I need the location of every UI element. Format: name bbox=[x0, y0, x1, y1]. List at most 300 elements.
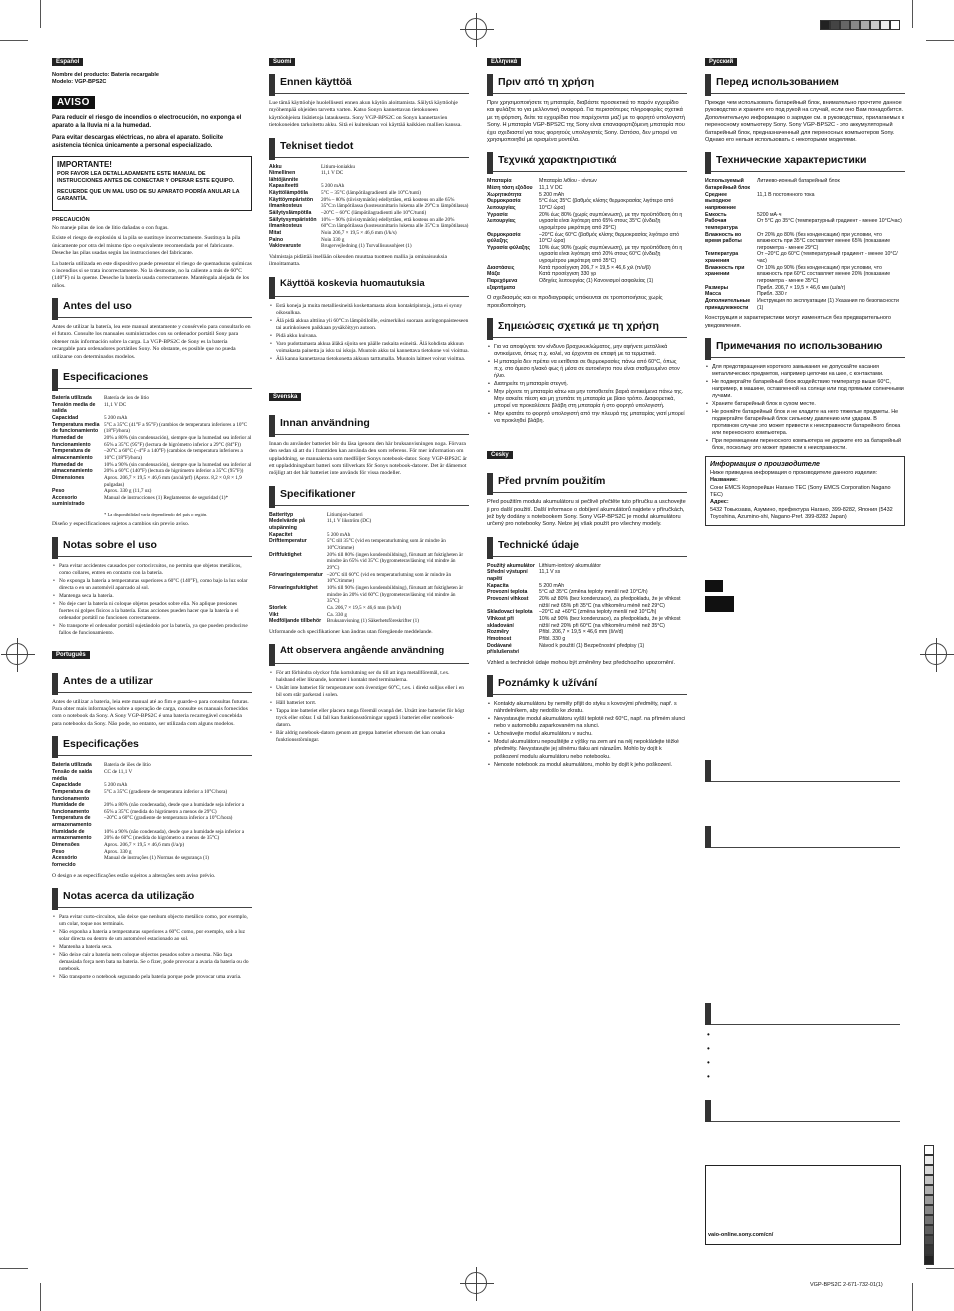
spec-label: Θερμοκρασία φύλαξης bbox=[487, 231, 521, 245]
spec-label: Используемый батарейный блок bbox=[705, 178, 751, 191]
spec-label: Kapasiteetti bbox=[269, 183, 299, 190]
spec-value: Прибл. 330 г bbox=[757, 291, 788, 298]
heading-text: Před prvním použitím bbox=[498, 475, 606, 488]
spec-row bbox=[487, 609, 687, 616]
manufacturer-info-box bbox=[705, 456, 905, 525]
spec-value: Lithium-iontový akumulátor bbox=[539, 562, 601, 569]
usage-note: • Не роняйте батарейный блок и не кладите на него тяжелые предметы. Не подвергайте батарейный блок сильному давлению или ударам. В противном случае это может привести к неисправности батарейного блока или переносного компьютера. bbox=[705, 409, 905, 437]
spec-value: 10% a 90% (sin condensación), siempre que la humedad sea inferior al 20% a 60°C (140°F) (lectura de higrómetro inferior a 35°C (95°F)) bbox=[104, 461, 252, 475]
usage-note: • No transporte el ordenador portátil sujetándolo por la batería, ya que pueden producirse fallos de funcionamiento. bbox=[52, 623, 252, 637]
spec-value: 20% έως 80% (χωρίς συμπύκνωση), με την προϋπόθεση ότι η υγρασία είναι λιγότερη από 65% στους 35°C (ένδειξη υγρομέτρου μικρότερη από 29°C) bbox=[539, 211, 683, 231]
usage-note: • Η μπαταρία δεν πρέπει να εκτίθεται σε θερμοκρασίες πάνω από 60°C, όπως π.χ. στο άμεσο ηλιακό φως ή μέσα σε αυτοκίνητο που είναι σταθμευμένο στον ήλιο. bbox=[487, 359, 687, 380]
spec-label: Batería utilizada bbox=[52, 394, 92, 401]
manufacturer-line: 5432 Токьюзава, Азумино, префектура Нагано, 399-8282, Япония (5432 Toyoshina, Azumino-shi, Nagano-Pref. 399-8282 Japan) bbox=[710, 506, 893, 521]
usage-note: • Para evitar accidentes causados por cortocircuitos, no permita que objetos metálicos, como collares, entren en contacto con la batería. bbox=[52, 563, 252, 577]
spec-label: Μάζα bbox=[487, 271, 500, 278]
spec-row bbox=[269, 164, 469, 171]
usage-note: • Varo pudottamasta akkua äläkä sijoita sen päälle raskaita esineitä. Älä kohdista akkuun voimakasta painetta ja isku tai iskuja. Muutoin akku tai kannettava tietokone voi vioittua. bbox=[269, 341, 469, 355]
section-body: Antes de utilizar la batería, lea este manual atentamente y consérvelo para consultarlo en el futuro. Consulte los manuales suministrados con su ordenador portátil Sony para obtener más información sobre la carga. La VGP-BPS2C de Sony es la batería recargable para ordenadores portátiles Sony. No obstante, es posible que no pueda utilizarse con determinados modelos. bbox=[52, 324, 251, 360]
usage-note: • No exponga la batería a temperaturas superiores a 60°C (140°F), como bajo la luz solar directa o en un automóvil aparcado al sol. bbox=[52, 578, 252, 592]
spec-row bbox=[487, 198, 687, 211]
specs-disclaimer: O design e as especificações estão sujeitos a alterações sem aviso prévio. bbox=[52, 872, 216, 879]
section-heading bbox=[487, 318, 687, 338]
empty-heading-bar bbox=[705, 826, 900, 848]
crop-mark bbox=[926, 1268, 954, 1269]
spec-label: Влажность при хранении bbox=[705, 264, 745, 278]
crop-mark bbox=[40, 1283, 41, 1311]
section-heading bbox=[269, 277, 469, 297]
section-heading bbox=[487, 537, 687, 557]
crop-mark bbox=[912, 0, 913, 28]
usage-note: • Μην κρατάτε το φορητό υπολογιστή από την πλευρά της μπαταρίας γιατί μπορεί να προκληθεί βλάβη. bbox=[487, 411, 687, 425]
spec-row bbox=[487, 232, 687, 245]
crop-mark bbox=[0, 1268, 28, 1269]
crop-mark bbox=[912, 1283, 913, 1311]
spec-value: Noin 206,7 × 19,5 × 46,6 mm (l/k/s) bbox=[321, 230, 397, 237]
registration-mark-icon bbox=[925, 643, 947, 665]
registration-mark-icon bbox=[6, 643, 28, 665]
section-heading bbox=[52, 673, 252, 693]
section-heading bbox=[487, 473, 687, 493]
spec-row bbox=[52, 855, 252, 868]
usage-notes-list bbox=[487, 701, 687, 768]
section-heading bbox=[269, 138, 469, 158]
spec-row bbox=[52, 462, 252, 475]
manufacturer-lines bbox=[710, 470, 900, 522]
usage-note: • При перемещении переносного компьютера не держите его за батарейный блок, поскольку это может привести к неисправности. bbox=[705, 438, 905, 452]
spec-label: Μέση τάση εξόδου bbox=[487, 184, 533, 191]
heading-text: Specifikationer bbox=[280, 487, 356, 500]
spec-value: –20°C a 60°C (gradiente de temperatura inferior a 10°C/hora) bbox=[104, 815, 233, 822]
usage-note: • Храните батарейный блок в сухом месте. bbox=[705, 401, 905, 408]
crop-mark bbox=[40, 0, 41, 28]
usage-note: • Μην ρίχνετε τη μπαταρία κάτω και μην τοποθετείτε βαριά αντικείμενα πάνω της. Μην ασκείτε πίεση και μη χτυπάτε τη μπαταρία με βίαιο τρόπο. Διαφορετικά, μπορεί να προκαλέσετε βλάβη στη μπαταρία ή στο φορητό υπολογιστή. bbox=[487, 389, 687, 410]
section-heading bbox=[269, 486, 469, 506]
empty-heading-bar bbox=[705, 1003, 900, 1025]
spec-value: Návod k použití (1) Bezpečnostní předpisy (1) bbox=[539, 642, 645, 649]
spec-label: Среднее выходное напряжение bbox=[705, 191, 736, 211]
empty-bullet: • bbox=[707, 1072, 710, 1081]
heading-text: Σημειώσεις σχετικά με τη χρήση bbox=[498, 320, 659, 333]
usage-note: • Nenoste notebook za modul akumulátoru, mohlo by dojít k jeho poškození. bbox=[487, 762, 687, 769]
empty-bullet: • bbox=[707, 1030, 710, 1039]
column-fi-sv bbox=[269, 50, 469, 748]
usage-note: • Não exponha a bateria a temperaturas superiores a 60°C como, por exemplo, sob a luz solar directa ou dentro de um automóvel estacionado ao sol. bbox=[52, 929, 252, 943]
heading-text: Technické údaje bbox=[498, 538, 579, 551]
spec-row bbox=[269, 585, 469, 605]
spec-value: 11,1 V likström (DC) bbox=[326, 518, 372, 525]
spec-row bbox=[487, 185, 687, 192]
section-body: Прежде чем использовать батарейный блок, внимательно прочтите данное руководство и храните его под рукой на случай, если оно Вам понадобится. Дополнительную информацию о зарядке см. в руководствах, прилагаемых к переносному компьютеру Sony. Sony VGP-BPS2C - это аккумуляторный батарейный блок, предназначенный для переносных компьютеров Sony. Однако его нельзя использовать с некоторыми моделями. bbox=[705, 100, 905, 143]
usage-note: • Estä koneja ja muita metalliesineitä koskettamasta akun kontaktipintoja, jotta ei synny oikosulkua. bbox=[269, 303, 469, 317]
spec-row bbox=[52, 815, 252, 828]
color-swatch bbox=[860, 20, 870, 30]
spec-row bbox=[52, 475, 252, 488]
spec-label: Peso bbox=[52, 488, 65, 495]
spec-label: Použitý akumulátor bbox=[487, 562, 535, 569]
spec-label: Säilytysympäristön ilmankosteus bbox=[269, 216, 317, 230]
section-heading bbox=[52, 298, 252, 318]
spec-row bbox=[705, 178, 905, 191]
spec-label: Θερμοκρασία λειτουργίας bbox=[487, 198, 521, 211]
spec-label: Drifttemperatur bbox=[269, 538, 307, 545]
spec-row bbox=[269, 210, 469, 217]
spec-label: Provozní vlhkost bbox=[487, 596, 529, 603]
spec-label: Kapacitet bbox=[269, 531, 293, 538]
heading-text: Πριν από τη χρήση bbox=[498, 76, 595, 88]
spec-label: Humedad de funcionamiento bbox=[52, 434, 91, 448]
spec-row bbox=[269, 230, 469, 237]
spec-row bbox=[487, 589, 687, 596]
spec-row bbox=[269, 552, 469, 572]
spec-value: 11,1 V ss bbox=[539, 569, 561, 576]
gray-swatch bbox=[924, 1215, 934, 1225]
spec-value: –20°C – 60°C (lämpötilagradientti alle 10°C/tunti) bbox=[321, 210, 427, 217]
usage-note: • Mantenga seca la batería. bbox=[52, 593, 252, 600]
spec-row bbox=[269, 605, 469, 612]
spec-row bbox=[269, 170, 469, 183]
spec-row bbox=[269, 243, 469, 250]
spec-value: Aprox. 330 g bbox=[104, 848, 132, 855]
spec-value: Μπαταρία λιθίου - ιόντων bbox=[539, 178, 597, 185]
spec-row bbox=[487, 245, 687, 265]
heading-text: Käyttöä koskevia huomautuksia bbox=[280, 277, 425, 289]
empty-bullet: • bbox=[707, 1058, 710, 1067]
gray-swatch bbox=[924, 1255, 934, 1265]
lang-tag-el: Ελληνικά bbox=[487, 58, 521, 66]
spec-row bbox=[705, 218, 905, 231]
black-block bbox=[705, 580, 723, 592]
spec-value: Přibl. 206,7 × 19,5 × 46,6 mm (š/v/d) bbox=[539, 629, 624, 636]
gray-swatch bbox=[924, 1235, 934, 1245]
spec-row bbox=[487, 643, 687, 656]
heading-text: Poznámky k užívání bbox=[498, 677, 598, 690]
caution-text-2: Existe el riesgo de explosión si la pila se sustituye incorrectamente. Sustituya la pila únicamente por otra del mismo tipo o equivalente recomendada por el fabricante. Deseche las pilas usadas según las instrucciones del fabricante. bbox=[52, 235, 241, 257]
spec-row bbox=[52, 435, 252, 448]
spec-label: Υγρασία φύλαξης bbox=[487, 244, 531, 251]
spec-value: Manual de instrucciones (1) Reglamentos de seguridad (1)* bbox=[104, 494, 229, 501]
spec-label: Humedad de almacenamiento bbox=[52, 461, 93, 475]
spec-label: Rozměry bbox=[487, 629, 509, 636]
website-url: vaio-online.sony.com/cn/ bbox=[708, 1232, 774, 1238]
spec-label: Förvaringstemperatur bbox=[269, 571, 323, 578]
spec-value: 10% till 90% (ingen kondensbildning), förutsatt att fuktigheten är mindre än 20% vid 60°C (hygrometeravläsning vid mindre än 35°C) bbox=[326, 585, 464, 605]
specs-table bbox=[487, 178, 687, 291]
usage-note: • Nevystavujte modul akumulátoru vyšší teplotě než 60°C, např. na přímém slunci nebo v automobilu zaparkovaném na slunci. bbox=[487, 716, 687, 730]
spec-label: Рабочая температура bbox=[705, 218, 738, 231]
section-heading bbox=[487, 74, 687, 94]
warning-text-1: Para reducir el riesgo de incendios o electrocución, no exponga el aparato a la lluvia ni a la humedad. bbox=[52, 114, 242, 129]
crop-mark bbox=[926, 40, 954, 41]
spec-row bbox=[269, 572, 469, 585]
spec-label: Χωρητικότητα bbox=[487, 191, 522, 198]
gray-swatch bbox=[924, 1155, 934, 1165]
model-name: Modelo: VGP-BPS2C bbox=[52, 79, 107, 86]
usage-note: • Bär aldrig notebook-datorn genom att greppa batteriet eftersom det kan orsaka funktionsstörningar. bbox=[269, 730, 469, 744]
specs-disclaimer: Ο σχεδιασμός και οι προδιαγραφές υπόκεινται σε τροποποιήσεις χωρίς προειδοποίηση. bbox=[487, 295, 663, 309]
spec-row bbox=[52, 802, 252, 815]
spec-value: 5°C till 35°C (vid en temperaturlutning som är mindre än 10°C/timme) bbox=[326, 538, 446, 552]
section-body: Antes de utilizar a bateria, leia este manual até ao fim e guarde-o para consultas futuras. Para obter mais informações sobre a operação de carga, consulte os manuais fornecidos com o notebook da Sony. A Sony VGP-BPS2C é uma bateria recarregável concebida para notebooks da Sony. Não pode, no entanto, ser utilizada com alguns modelos. bbox=[52, 698, 249, 727]
color-swatch bbox=[870, 20, 880, 30]
gray-swatch bbox=[924, 1185, 934, 1195]
specs-footnote: * La disponibilidad varía dependiendo del país o región. bbox=[104, 512, 208, 518]
spec-label: Medelvärde på utspänning bbox=[269, 518, 306, 532]
spec-label: Skladovací teplota bbox=[487, 609, 533, 616]
spec-row bbox=[705, 285, 905, 292]
color-swatch bbox=[840, 20, 850, 30]
heading-text: Innan användning bbox=[280, 416, 370, 429]
specs-disclaimer: Vzhled a technické údaje mohou být změněny bez předchozího upozornění. bbox=[487, 660, 676, 667]
heading-text: Технические характеристики bbox=[716, 154, 867, 167]
spec-value: 5 200 mAh bbox=[104, 414, 128, 421]
spec-value: 11,1 В постоянного тока bbox=[757, 191, 815, 198]
specs-table bbox=[487, 563, 687, 656]
spec-row bbox=[705, 192, 905, 212]
spec-label: Μπαταρία bbox=[487, 178, 512, 185]
spec-row bbox=[487, 596, 687, 609]
spec-value: Κατά προσέγγιση 330 γρ bbox=[539, 271, 597, 278]
spec-value: 20% a 80% (sin condensación), siempre que la humedad sea inferior al 65% a 35°C (95°F) (lectura de higrómetro inferior a 29°C (84°F)) bbox=[104, 434, 252, 448]
spec-label: Kapacita bbox=[487, 582, 509, 589]
usage-note: • Håll batteriet torrt. bbox=[269, 700, 469, 707]
lang-tag-cs: Česky bbox=[487, 451, 513, 459]
spec-label: Dodávané příslušenství bbox=[487, 642, 520, 656]
manufacturer-title: Информация о производителе bbox=[710, 461, 820, 469]
spec-row bbox=[269, 190, 469, 197]
registration-mark-icon bbox=[465, 18, 487, 40]
column-ru bbox=[705, 50, 905, 526]
column-el-cs bbox=[487, 50, 687, 773]
spec-label: Dimensiones bbox=[52, 474, 85, 481]
spec-value: Bruksanvisning (1) Säkerhetsföreskrifter (1) bbox=[326, 618, 419, 625]
spec-row bbox=[52, 789, 252, 802]
spec-value: 5200 мА·ч bbox=[757, 211, 782, 218]
caution-text-3: La batería utilizada en este dispositivo puede presentar el riesgo de quemaduras químicas o incendios si se trata incorrectamente. No la desmonte, no la caliente a más de 60°C (140°F) ni la queme. Deseche la batería usada correctamente. Manténgala alejada de los niños. bbox=[52, 260, 252, 289]
spec-row bbox=[705, 232, 905, 252]
specs-disclaimer: Utformande och specifikationer kan ändras utan föregående meddelande. bbox=[269, 628, 433, 635]
spec-label: Storlek bbox=[269, 604, 287, 611]
spec-label: Driftfuktighet bbox=[269, 551, 302, 558]
specs-table bbox=[52, 395, 252, 508]
usage-note: • Älä pidä akkua alttiina yli 60°C:n lämpötiloille, esimerkiksi suoraan auringonpaisteeseen tai aurinkoiseen paikkaan pysäköityyn autoon. bbox=[269, 318, 469, 332]
spec-value: 5 200 mAh bbox=[326, 531, 351, 538]
heading-text: Примечания по использованию bbox=[716, 340, 883, 353]
spec-value: Batería de ion de litio bbox=[104, 394, 149, 401]
spec-label: Käyttölämpötila bbox=[269, 190, 308, 197]
usage-note: • Mantenha a bateria seca. bbox=[52, 944, 252, 951]
specs-table bbox=[705, 178, 905, 311]
heading-text: Antes del uso bbox=[63, 300, 132, 313]
usage-note: • Não deixe cair a bateria nem coloque objectos pesados sobre a mesma. Não faça demasiada força nem bata na bateria. Se o fizer, pode provocar a avaria da bateria ou do notebook. bbox=[52, 952, 252, 973]
spec-value: Прибл. 206,7 × 19,5 × 46,6 мм (ш/в/г) bbox=[757, 284, 846, 291]
heading-text: Antes de a utilizar bbox=[63, 674, 153, 687]
spec-value: 20% až 80% (bez kondenzace), za předpokladu, že je vlhkost nižší než 65% při 35°C (na vlhkoměru méně než 29°C) bbox=[539, 596, 681, 609]
specs-table bbox=[52, 762, 252, 869]
spec-value: Brugervejledning (1) Turvallisuusohjeet (1) bbox=[321, 243, 412, 250]
color-swatch bbox=[850, 20, 860, 30]
spec-row bbox=[487, 583, 687, 590]
heading-text: Перед использованием bbox=[716, 76, 839, 88]
usage-notes-list bbox=[487, 344, 687, 425]
spec-value: 11,1 V DC bbox=[321, 170, 344, 177]
spec-row bbox=[52, 495, 252, 508]
manufacturer-line: Адрес: bbox=[710, 499, 729, 506]
spec-value: 11,1 V DC bbox=[539, 184, 563, 191]
spec-value: От 10% до 90% (без конденсации) при условии, что влажность при 60°C составляет менее 20% (показание гигрометра - менее 35°C) bbox=[757, 264, 891, 285]
spec-row bbox=[705, 265, 905, 285]
color-swatch bbox=[820, 20, 830, 30]
section-heading bbox=[52, 369, 252, 389]
spec-value: CC de 11,1 V bbox=[104, 768, 133, 775]
section-body: Πριν χρησιμοποιήσετε τη μπαταρία, διαβάστε προσεκτικά το παρόν εγχειρίδιο και φυλάξτε το για μελλοντική αναφορά. Για περισσότερες πληροφορίες σχετικά με τη φόρτιση, δείτε τα εγχειρίδια που παρέχονται μαζί με το φορητό υπολογιστή Sony. Η μπαταρία VGP-BPS2C της Sony είναι επαναφορτιζόμενη μπαταρία που έχει σχεδιαστεί για τους φορητούς υπολογιστές Sony. Ωστόσο, δεν μπορεί να χρησιμοποιηθεί με ορισμένα μοντέλα. bbox=[487, 100, 685, 143]
usage-note: • Älä kanna kannettavaa tietokonetta akkuun tarttumalla. Muutoin laitteet voivat vioittua. bbox=[269, 356, 469, 363]
spec-value: 20% till 80% (ingen kondensbildning), förutsatt att fuktigheten är mindre än 65% vid 35°C (hygrometeravläsning vid mindre än 29°C) bbox=[326, 551, 464, 572]
spec-value: Литиево-ионный батарейный блок bbox=[757, 178, 840, 185]
spec-label: Vikt bbox=[269, 611, 279, 618]
section-heading bbox=[705, 152, 905, 172]
spec-label: Емкость bbox=[705, 211, 727, 218]
usage-notes-list bbox=[705, 364, 905, 452]
spec-row bbox=[487, 616, 687, 629]
spec-row bbox=[269, 217, 469, 230]
document-code: VGP-BPS2C 2-671-732-01(1) bbox=[810, 1282, 883, 1288]
section-heading bbox=[705, 338, 905, 358]
spec-value: Manual de instruções (1) Normas de segurança (1) bbox=[104, 855, 210, 862]
spec-value: Litiumjon-batteri bbox=[326, 511, 363, 518]
gray-swatch bbox=[924, 1205, 934, 1215]
spec-value: Přibl. 330 g bbox=[539, 636, 566, 643]
usage-note: • Utsätt inte batteriet för temperaturer som överstiger 60°C, t.ex. i direkt solljus eller i en bil som står parkerad i solen. bbox=[269, 685, 469, 699]
spec-row bbox=[52, 829, 252, 842]
spec-label: Hmotnost bbox=[487, 636, 512, 643]
spec-label: Дополнительные принадлежности bbox=[705, 298, 751, 311]
gray-swatch bbox=[924, 1195, 934, 1205]
manufacturer-line: Название: bbox=[710, 477, 738, 484]
usage-note: • Не подвергайте батарейный блок воздействию температур выше 60°C, например, в машине, оставленной на солнце или под прямыми солнечными лучами. bbox=[705, 379, 905, 400]
specs-table bbox=[269, 164, 469, 251]
spec-row bbox=[52, 782, 252, 789]
important-text-1: POR FAVOR LEA DETALLADAMENTE ESTE MANUAL DE INSTRUCCIONES ANTES DE CONECTAR Y OPERAR ESTE EQUIPO. bbox=[57, 171, 235, 185]
spec-label: Vakiovaruste bbox=[269, 243, 302, 250]
color-swatch bbox=[880, 20, 890, 30]
spec-label: Säilytyslämpötila bbox=[269, 210, 312, 217]
section-heading bbox=[487, 675, 687, 695]
important-text-2: RECUERDE QUE UN MAL USO DE SU APARATO PODRÍA ANULAR LA GARANTÍA. bbox=[57, 188, 240, 203]
heading-text: Att observera angående användning bbox=[280, 645, 445, 657]
spec-label: Влажность во время работы bbox=[705, 231, 742, 245]
spec-row bbox=[52, 769, 252, 782]
spec-value: От 20% до 80% (без конденсации) при условии, что влажность при 35°C составляет менее 65% (показание гигрометра - менее 29°C) bbox=[757, 231, 891, 251]
spec-value: Litium-ioniakku bbox=[321, 163, 356, 170]
spec-label: Температура хранения bbox=[705, 251, 739, 265]
spec-row bbox=[52, 448, 252, 461]
spec-row bbox=[487, 178, 687, 185]
usage-note: • Для предотвращения короткого замыкания не допускайте касания металлических предметов, например цепочки на шее, с контактами. bbox=[705, 364, 905, 378]
spec-value: –20°C έως 60°C (βαθμός κλίσης θερμοκρασίας λιγότερο από 10°C/ ώρα) bbox=[539, 231, 680, 245]
spec-row bbox=[487, 629, 687, 636]
black-block bbox=[705, 596, 734, 612]
spec-label: Humidade de funcionamento bbox=[52, 802, 90, 815]
empty-heading-bar bbox=[705, 1100, 900, 1122]
color-swatch bbox=[830, 20, 840, 30]
spec-row bbox=[52, 488, 252, 495]
spec-value: 10% έως 90% (χωρίς συμπύκνωση), με την προϋπόθεση ότι η υγρασία είναι λιγότερη από 20% στους 60°C (ένδειξη υγρομέτρου μικρότερη από 35°C) bbox=[539, 244, 683, 265]
section-heading bbox=[705, 74, 905, 94]
spec-row bbox=[52, 762, 252, 769]
spec-label: Acessório fornecido bbox=[52, 855, 78, 869]
usage-notes-list bbox=[52, 914, 252, 981]
spec-row bbox=[487, 636, 687, 643]
spec-value: 10% – 90% (tiivistymätön) edellyttäen, että kosteus on alle 20% 60°C:n lämpötilassa (kosteusmittarin lukema alle 35°C:n lämpötilassa) bbox=[321, 216, 469, 230]
spec-label: Размеры bbox=[705, 284, 729, 291]
spec-label: Διαστάσεις bbox=[487, 264, 515, 271]
manufacturer-line: Сони EMCS Корпорейшн Нагано TEC (Sony EMCS Corporation Nagano TEC) bbox=[710, 484, 891, 499]
registration-mark-icon bbox=[465, 1272, 487, 1294]
usage-note: • Για να αποφύγετε τον κίνδυνο βραχυκυκλώματος, μην αφήνετε μεταλλικά αντικείμενα, όπως π.χ. κολιέ, να έρχονται σε επαφή με τα τερματικά. bbox=[487, 344, 687, 358]
spec-label: Temperatura de almacenamiento bbox=[52, 448, 93, 461]
spec-label: Bateria utilizada bbox=[52, 762, 92, 769]
spec-value: 20% a 80% (não condensada), desde que a humidade seja inferior a 65% a 35°C (medida do higrómetro a menos de 29°C) bbox=[104, 802, 245, 815]
spec-row bbox=[487, 569, 687, 582]
section-heading bbox=[269, 74, 469, 94]
spec-value: Bateria de iões de lítio bbox=[104, 762, 151, 769]
spec-value: 5 200 mAh bbox=[321, 183, 345, 190]
lang-tag-fi: Suomi bbox=[269, 58, 295, 66]
section-heading bbox=[52, 888, 252, 908]
spec-value: 5°C έως 35°C (βαθμός κλίσης θερμοκρασίας λιγότερο από 10°C/ ώρα) bbox=[539, 198, 674, 211]
lang-tag-sv: Svenska bbox=[269, 393, 301, 401]
spec-row bbox=[52, 422, 252, 435]
crop-mark bbox=[0, 40, 28, 41]
spec-row bbox=[269, 618, 469, 625]
spec-label: Batterityp bbox=[269, 511, 294, 518]
heading-text: Τεχνικά χαρακτηριστικά bbox=[498, 154, 617, 167]
spec-value: –20°C až +60°C (změna teploty menší než 10°C/h) bbox=[539, 609, 657, 616]
spec-value: 5°C až 35°C (změna teploty menší než 10°C/h) bbox=[539, 589, 648, 596]
product-name: Nombre del producto: Batería recargable bbox=[52, 72, 159, 78]
spec-row bbox=[705, 251, 905, 264]
section-body: Innan du använder batteriet bör du läsa igenom den här bruksanvisningen noga. Förvara den sedan så att du i framtiden kan använda den som referens. För mer information om uppladdning, se manualerna som medföljer Sonys notebook-dator. Sony VGP-BPS2C är ett uppladdningsbart batteri som tillverkats för Sonys notebook-datorer. Det är dämemot möjligt att det här batteriet inte används för vissa modeller. bbox=[269, 440, 467, 477]
specs-disclaimer: Valmistaja pidättää itsellään oikeuden muuttaa tuotteen mallia ja ominaisuuksia ilmoittamatta. bbox=[269, 254, 448, 268]
spec-label: Förvaringsfuktighet bbox=[269, 585, 318, 591]
lang-tag-pt: Português bbox=[52, 651, 90, 659]
usage-notes-list bbox=[269, 670, 469, 744]
usage-note: • Tappa inte batteriet eller placera tunga föremål ovanpå det. Utsätt inte batteriet för högt tryck eller stötar. I så fall kan funktionsstörningar uppstå i batteriet eller notebook-datorn. bbox=[269, 708, 469, 729]
specs-disclaimer: Diseño y especificaciones sujetos a cambios sin previo aviso. bbox=[52, 521, 190, 528]
spec-row bbox=[705, 298, 905, 311]
usage-note: • För att förhindra olyckor från kortslutning ser du till att inga metallföremål, t.ex. halsband eller liknande, kommer i kontakt med terminalerna. bbox=[269, 670, 469, 684]
spec-row bbox=[269, 197, 469, 210]
spec-label: Humidade de armazenamento bbox=[52, 828, 92, 842]
important-title: IMPORTANTE! bbox=[57, 160, 112, 170]
spec-label: Temperatura media de funcionamiento bbox=[52, 421, 100, 435]
usage-notes-list bbox=[52, 563, 252, 637]
usage-note: • Διατηρείτε τη μπαταρία στεγνή. bbox=[487, 381, 687, 388]
usage-note: • Uchovávejte modul akumulátoru v suchu. bbox=[487, 731, 687, 738]
spec-label: Medföljande tillbehör bbox=[269, 618, 322, 625]
section-body: Lue tämä käyttöohje huolellisesti ennen akun käytön aloittamista. Säilytä käyttöohje myöhempää ohjeiden tarvetta varten. Katso Sonyn kannettavan tietokoneen käyttöohjeista lisätietoja latauksesta. Sony VGP-BPS2C on Sonyn kannettavien tietokoneiden tarkoitettu akku. Sitä ei kuitenkaan voi käyttää kaikkien mallien kanssa. bbox=[269, 100, 462, 129]
column-es-pt bbox=[52, 50, 252, 985]
section-heading bbox=[487, 152, 687, 172]
section-heading bbox=[269, 415, 469, 435]
spec-row bbox=[269, 518, 469, 531]
spec-label: Akku bbox=[269, 163, 282, 170]
section-body: Před použitím modulu akumulátoru si pečlivě přečtěte tuto příručku a uschovejte ji pro další použití. Další informace o dobíjení akumulátorů najdete v příručkách, jež byly dodány s notebookem Sony. Sony VGP-BPS2C je modul akumulátoru určený pro notebooky Sony. Nelze jej však použít pro všechny modely. bbox=[487, 499, 686, 528]
spec-row bbox=[52, 415, 252, 422]
lang-tag-es: Español bbox=[52, 58, 83, 66]
caution-text-1: No maneje pilas de ion de litio dañadas o con fugas. bbox=[52, 225, 169, 232]
